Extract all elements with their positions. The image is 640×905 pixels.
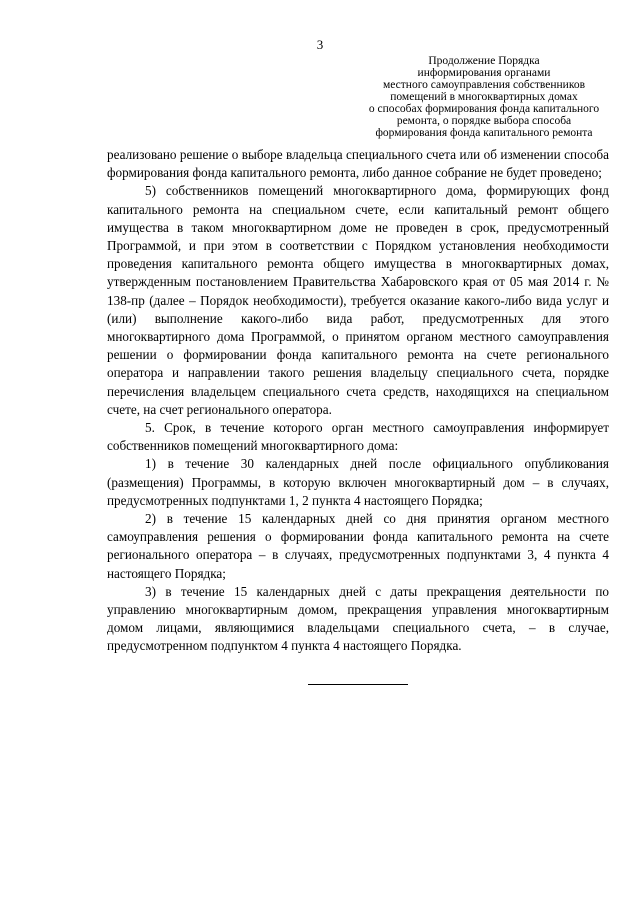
end-divider: [308, 684, 408, 685]
paragraph: 2) в течение 15 календарных дней со дня принятия органом местного самоуправления решения о формировании фонда капитального ремонта на счете регионального оператора – в случаях, предусмотренных подпунктами 3, 4 пункта 4 настоящего Порядка;: [107, 511, 609, 581]
document-body: [107, 146, 609, 656]
header-line: ремонта, о порядке выбора способа: [396, 115, 572, 127]
header-line: местного самоуправления собственников: [383, 79, 585, 91]
header-line: Продолжение Порядка: [428, 55, 540, 67]
paragraph: 5) собственников помещений многоквартирного дома, формирующих фонд капитального ремонта на специальном счете, если капитальный ремонт общего имущества в таком многоквартирном доме не проведен в срок, предусмотренный Программой, и при этом в соответствии с Порядком установления необходимости проведения капитального ремонта общего имущества в многоквартирных домах, утвержденным постановлением Правительства Хабаровского края от 05 мая 2014 г. № 138-пр (далее – Порядок необходимости), требуется оказание какого-либо вида услуг и (или) выполнение какого-либо вида работ, предусмотренных для этого многоквартирного дома Программой, о принятом органом местного самоуправления решении о формировании фонда капитального ремонта на счете регионального оператора и направлении такого решения владельцу специального счета, порядке перечисления владельцем специального счета средств, находящихся на специальном счете, на счет регионального оператора.: [107, 183, 609, 417]
paragraph: реализовано решение о выборе владельца специального счета или об изменении способа формирования фонда капитального ремонта, либо данное собрание не будет проведено;: [107, 147, 609, 181]
header-line: информирования органами: [417, 67, 551, 79]
document-header: [358, 55, 610, 139]
paragraph: 1) в течение 30 календарных дней после официального опубликования (размещения) Программы, в которую включен многоквартирный дом – в случаях, предусмотренных подпунктами 1, 2 пункта 4 настоящего Порядка;: [107, 456, 609, 508]
paragraph: 5. Срок, в течение которого орган местного самоуправления информирует собственников помещений многоквартирного дома:: [107, 420, 609, 454]
paragraph: 3) в течение 15 календарных дней с даты прекращения деятельности по управлению многоквартирным домом, прекращения управления многоквартирным домом лицами, являющимися владельцами специального счета, – в случае, предусмотренном подпунктом 4 пункта 4 настоящего Порядка.: [107, 583, 609, 654]
header-line: формирования фонда капитального ремонта: [375, 127, 593, 139]
header-line: помещений в многоквартирных домах: [390, 91, 578, 103]
page-number: 3: [316, 37, 324, 52]
header-line: о способах формирования фонда капитального: [368, 103, 600, 115]
